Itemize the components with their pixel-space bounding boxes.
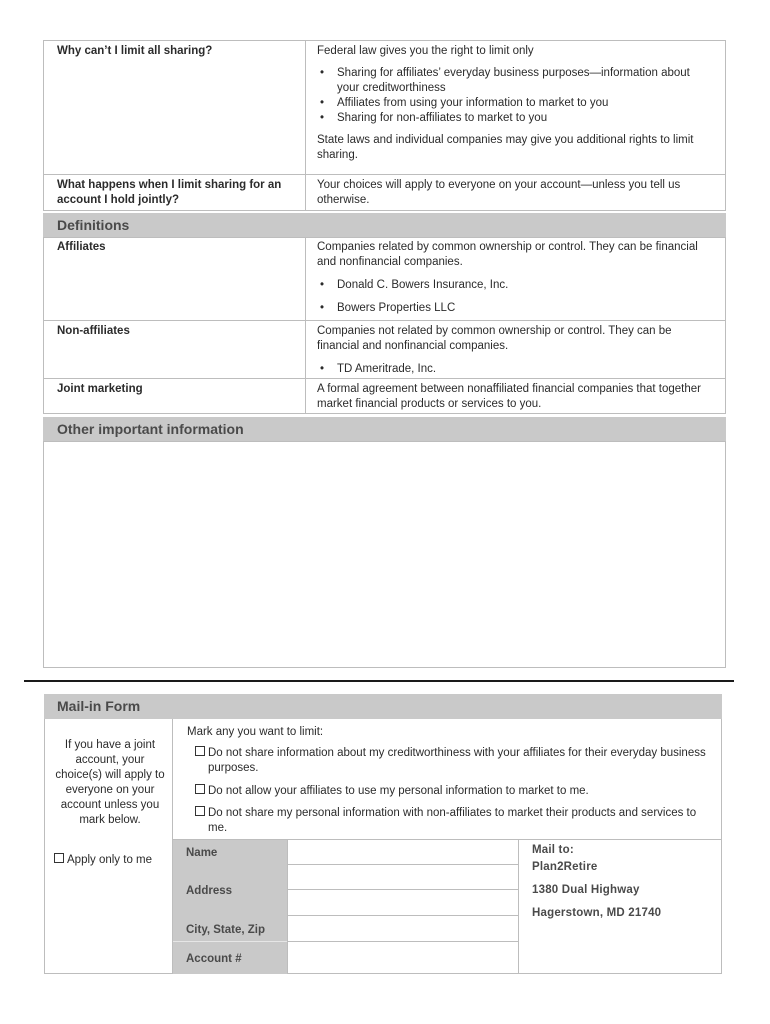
fields-divider [287,839,288,974]
city-state-zip-label: City, State, Zip [186,924,266,936]
field-line [287,941,518,942]
answer-intro: Federal law gives you the right to limit only [317,45,534,57]
mail-to-divider [518,839,519,974]
affiliates-label: Affiliates [57,241,106,253]
definitions-header-band [43,213,726,237]
row-divider [43,320,726,321]
list-item: • Sharing for affiliates’ everyday business purposes—information about your creditworthiness [317,66,713,96]
list-item: • Donald C. Bowers Insurance, Inc. [317,278,713,293]
mail-to-street: 1380 Dual Highway [532,884,640,896]
mail-form-heading: Mail-in Form [57,698,141,714]
affiliates-list [317,278,713,316]
joint-marketing-definition: A formal agreement between nonaffiliated financial companies that together market financial products or services to you. [317,383,702,410]
other-info-box [43,441,726,668]
list-item: • Sharing for non-affiliates to market to you [317,111,713,126]
table-divider [305,40,306,211]
option-text: Do not allow your affiliates to use my personal information to market to me. [208,785,589,797]
address-field[interactable] [289,866,516,914]
field-line [287,864,518,865]
row-divider [43,378,726,379]
checkbox[interactable] [195,746,205,756]
checkbox[interactable] [195,806,205,816]
apply-only-option[interactable] [54,853,172,868]
definitions-heading: Definitions [57,217,130,233]
checkbox[interactable] [54,853,64,863]
field-line [287,915,518,916]
address-label: Address [186,885,233,897]
option-text: Do not share information about my creditworthiness with your affiliates for their everyday business purposes. [208,747,706,774]
name-field[interactable] [289,841,516,863]
question-joint-account: What happens when I limit sharing for an account I hold jointly? [57,179,282,206]
mail-form-header-band [44,694,722,719]
limit-option[interactable] [195,746,723,776]
limit-option[interactable] [195,806,708,836]
nonaffiliates-definition [317,324,713,377]
limit-rights-list [317,66,713,126]
apply-only-label: Apply only to me [67,854,153,866]
answer-joint-account: Your choices will apply to everyone on your account—unless you tell us otherwise. [317,179,681,206]
list-item: • Bowers Properties LLC [317,301,713,316]
affiliates-definition [317,240,713,316]
nonaffiliates-list [317,362,713,377]
question-limit-all-sharing: Why can’t I limit all sharing? [57,45,213,57]
mail-to-block [532,843,712,921]
mail-to-city: Hagerstown, MD 21740 [532,907,662,919]
answer-outro: State laws and individual companies may give you additional rights to limit sharing. [317,134,694,161]
city-state-zip-field[interactable] [289,917,516,940]
affiliates-text: Companies related by common ownership or control. They can be financial and nonfinancial companies. [317,241,698,268]
answer-federal-law [317,44,713,163]
cut-line [24,680,734,682]
mail-to-company: Plan2Retire [532,861,598,873]
table-divider [305,237,306,414]
mail-to-label: Mail to: [532,844,574,856]
row-divider [43,174,726,175]
nonaffiliates-text: Companies not related by common ownership or control. They can be financial and nonfinancial companies. [317,325,672,352]
nonaffiliates-label: Non-affiliates [57,325,130,337]
list-item: • Affiliates from using your information to market to you [317,96,713,111]
joint-account-note: If you have a joint account, your choice(s) will apply to everyone on your account unless you mark below. [55,739,165,826]
name-label: Name [186,847,218,859]
limit-option[interactable] [195,784,723,799]
joint-marketing-label: Joint marketing [57,383,143,395]
checkbox[interactable] [195,784,205,794]
account-number-label: Account # [186,953,242,965]
mark-intro: Mark any you want to limit: [187,726,324,738]
account-number-field[interactable] [289,943,516,973]
other-info-heading: Other important information [57,421,244,437]
option-text: Do not share my personal information with non-affiliates to market their products and services to me. [208,807,697,834]
list-item: • TD Ameritrade, Inc. [317,362,713,377]
